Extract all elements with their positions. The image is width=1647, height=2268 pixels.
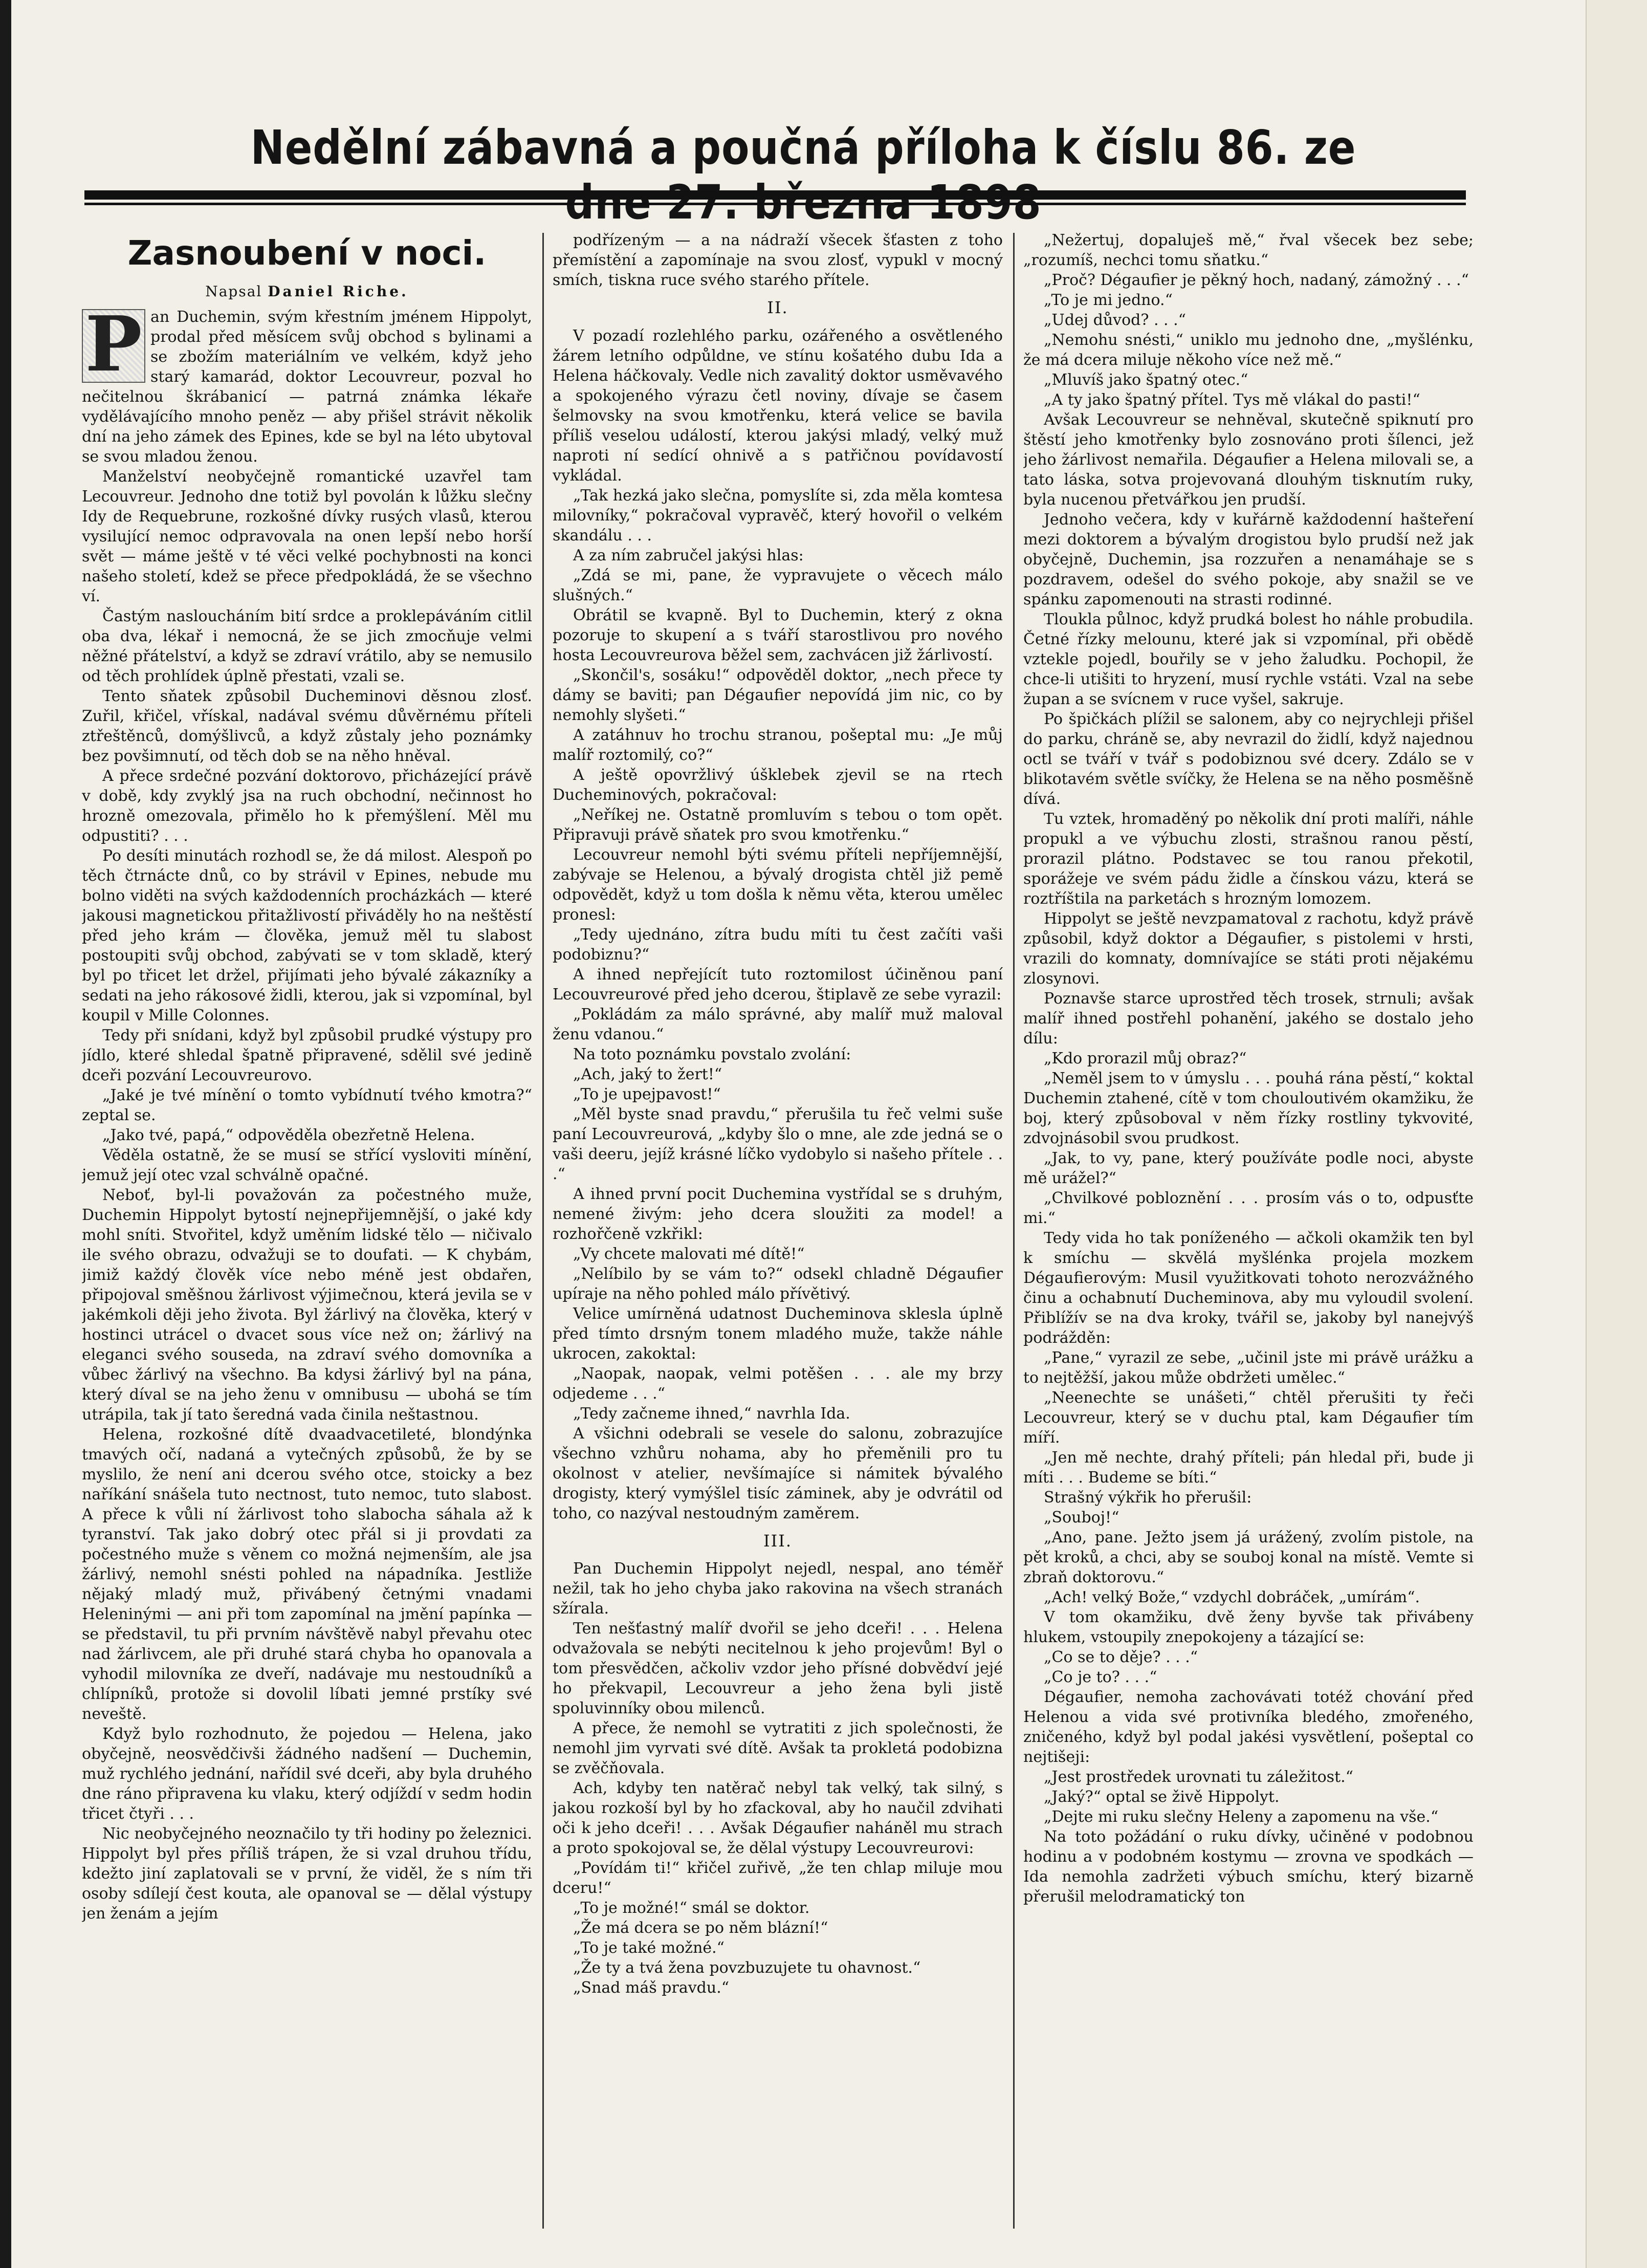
- byline-prefix: Napsal: [205, 282, 262, 300]
- paragraph: Ten nešťastný malíř dvořil se jeho dceři! . . . Helena odvažovala se nebýti necitelnou k jeho projevům! Byl o tom přesvědčen, ačkoliv vzdor jeho přísné dobvědví jejé ho překvapil, Lecouvreur a jeho žena byli jistě spoluvinníky obou milenců.: [553, 1620, 1003, 1718]
- paragraph: Tedy při snídani, když byl způsobil prudké výstupy pro jídlo, které shledal špatně připravené, sdělil své jedině dceři pozvání Lecouvreurovo.: [82, 1027, 532, 1085]
- column-divider-2: [1013, 233, 1015, 2229]
- paragraph: „Měl byste snad pravdu,“ přerušila tu řeč velmi suše paní Lecouvreurová, „kdyby šlo o mne, ale zde jedná se o vaši deeru, jejíž krásné líčko vydobylo si našeho přítele . . .“: [553, 1105, 1003, 1183]
- paragraph: „Jest prostředek urovnati tu záležitost.“: [1044, 1768, 1353, 1786]
- paragraph: Po špičkách plížil se salonem, aby co nejrychleji přišel do parku, chráně se, aby nevrazil do židlí, když najednou octl se tváří v tvář s podobiznou své dcery. Zdálo se v blikotavém světle svíčky, že Helena se na něho posměšně dívá.: [1023, 710, 1474, 808]
- paragraph: „Udej důvod? . . .“: [1044, 311, 1186, 329]
- paragraph: Když bylo rozhodnuto, že pojedou — Helena, jako obyčejně, neosvědčivši žádného nadšení — Duchemin, muž rychlého jednání, nařídil své dceři, aby byla druhého dne ráno připravena ku vlaku, který odjíždí v sedm hodin třicet čtyři . . .: [82, 1725, 532, 1823]
- paragraph: „Vy chcete malovati mé dítě!“: [573, 1245, 805, 1263]
- paragraph: Tento sňatek způsobil Ducheminovi děsnou zlosť. Zuřil, křičel, vřískal, nadával svému důvěrnému příteli ztřeštěnců, domýšlivců, a když zůstaly jeho poznámky bez povšimnutí, od těch dob se na něho hněval.: [82, 687, 532, 766]
- paragraph: A přece, že nemohl se vytratiti z jich společnosti, že nemohl jim vyrvati své dítě. Avšak ta prokletá podobizna se zvěčňovala.: [553, 1719, 1003, 1778]
- paragraph: „Tak hezká jako slečna, pomyslíte si, zda měla komtesa milovníky,“ pokračoval vypravěč, který hovořil o velkém skandálu . . .: [553, 486, 1003, 544]
- paragraph: Jednoho večera, kdy v kuřárně každodenní hašteření mezi doktorem a bývalým drogistou bylo prudší než jak obyčejně, Duchemin, jsa rozzuřen a nenamáhaje se s pozdravem, odešel do svého pokoje, aby snažil se ve spánku zapomenouti na strasti rodinné.: [1023, 511, 1474, 608]
- paragraph: Tedy vida ho tak poníženého — ačkoli okamžik ten byl k smíchu — skvělá myšlénka projela mozkem Dégaufierovým: Musil využitkovati tohoto nerozvážného činu a ochabnutí Ducheminova, aby mu vyloudil svolení. Přiblížív se na dva kroky, tvářil se, jakoby byl nanejvýš podrážděn:: [1023, 1229, 1474, 1347]
- paragraph: A všichni odebrali se vesele do salonu, zobrazujíce všechno vzhůru nohama, aby ho přeměnili pro tu okolnost v atelier, nevšímajíce si námitek bývalého drogisty, který vymýšlel tisíc záminek, aby je odvrátil od toho, co nazýval nestoudným zaměrem.: [553, 1424, 1003, 1522]
- paragraph: „Nežertuj, dopaluješ mě,“ řval všecek bez sebe; „rozumíš, nechci tomu sňatku.“: [1023, 231, 1474, 269]
- column-2: [553, 230, 1003, 2247]
- paragraph: „To je mi jedno.“: [1044, 291, 1173, 309]
- paragraph: „Ach, jaký to žert!“: [573, 1065, 722, 1083]
- paragraph: an Duchemin, svým křestním jménem Hippolyt, prodal před měsícem svůj obchod s bylinami a se zbožím materiálním ve velkém, když jeho starý kamarád, doktor Lecouvreur, pozval ho nečitelnou škrábanicí — patrná známka lékaře vydělávajícího mnoho peněz — aby přišel strávit několik dní na jeho zámek des Epines, kde se byl na léto ubytoval se svou mladou ženou.: [82, 308, 532, 466]
- story-title: Zasnoubení v noci.: [127, 233, 487, 273]
- drop-cap-letter: P: [82, 309, 145, 383]
- paragraph: „Pane,“ vyrazil ze sebe, „učinil jste mi právě urážku a to nejtěžší, jakou může obdržeti umělec.“: [1023, 1349, 1474, 1387]
- paragraph: Věděla ostatně, že se musí se střící vysloviti mínění, jemuž její otec vzal schválně opačné.: [82, 1146, 532, 1185]
- column-3-text: [1023, 230, 1474, 1907]
- column-2-text-bottom: [553, 1559, 1003, 1998]
- paragraph: „Co se to děje? . . .“: [1044, 1648, 1198, 1666]
- paragraph: Helena, rozkošné dítě dvaadvacetileté, blondýnka tmavých očí, nadaná a vytečných způsobů, že by se myslilo, že není ani dcerou svého otce, stoicky a bez naříkání snášela tuto nectnost, tuto nemoc, tuto slabost. A přece k vůli ní žárlivost toho slabocha sáhala až k tyranství. Tak jako dobrý otec přál si ji provdati za počestného muže s věnem co možná nejmenším, ale jsa žárlivý, nemohl snésti pohled na nápadníka. Jestliže nějaký mladý muž, přivábený četnými vnadami Heleninými — ani při tom zapomínal na jmění papínka — se představil, tu při prvním návštěvě nabyl převahu otec nad žárlivcem, ale při druhé stará chyba ho opanovala a vyhodil milovníka ze dveří, nadávaje mu nestoudníků a chlípníků, protože si dovolil líbati jemné prstíky své neveště.: [82, 1426, 532, 1724]
- paragraph: „Skončil's, sosáku!“ odpověděl doktor, „nech přece ty dámy se baviti; pan Dégaufier nepovídá jim nic, co by nemohly slyšeti.“: [553, 666, 1003, 724]
- paragraph: Lecouvreur nemohl býti svému příteli nepříjemnější, zabývaje se Helenou, a bývalý drogista chtěl již pemě odpovědět, když u tom došla k němu věta, kterou umělec pronesl:: [553, 845, 1003, 924]
- column-divider-1: [542, 233, 544, 2229]
- page-title: Nedělní zábavná a poučná příloha k číslu 86. ze: [250, 120, 1356, 175]
- paragraph: Velice umírněná udatnost Ducheminova sklesla úplně před tímto drsným tonem mladého muže, takže náhle ukrocen, zakoktal:: [553, 1304, 1003, 1363]
- paragraph: Pan Duchemin Hippolyt nejedl, nespal, ano téměř nežil, tak ho jeho chyba jako rakovina na všech stranách sžírala.: [553, 1560, 1003, 1618]
- paragraph: „Kdo prorazil můj obraz?“: [1044, 1050, 1247, 1067]
- paragraph: Avšak Lecouvreur se nehněval, skutečně spiknutí pro štěstí jeho kmotřenky bylo zosnováno proti šílenci, jež jeho žárlivost nemařila. Dégaufier a Helena milovali se, a tato láska, sotva projevovaná dlouhým tisknutím ruky, byla nucenou přetvářkou jen prudší.: [1023, 411, 1474, 509]
- page-edge-right: [1586, 0, 1647, 2268]
- paragraph: „Že ty a tvá žena povzbuzujete tu ohavnost.“: [573, 1959, 921, 1977]
- paragraph: Po desíti minutách rozhodl se, že dá milost. Alespoň po těch čtrnácte dnů, co by strávil v Epines, nebude mu bolno viděti na svých každodenních procházkách — které jakousi magnetickou přitažlivostí přiváděly ho na neštěstí před jeho krám — člověka, jemuž měl tu slabost postoupiti svůj obchod, zabývati se v tom skladě, který byl po třicet let držel, přijímati jeho bývalé zákazníky a sedati na jeho rákosové židli, kterou, jak si vzpomínal, byl koupil v Mille Colonnes.: [82, 847, 532, 1025]
- paragraph: „A ty jako špatný přítel. Tys mě vlákal do pasti!“: [1044, 391, 1420, 409]
- paragraph: „Jak, to vy, pane, který používáte podle noci, abyste mě urážel?“: [1023, 1149, 1474, 1187]
- paragraph: „Co je to? . . .“: [1044, 1668, 1157, 1686]
- paragraph: „Tedy začneme ihned,“ navrhla Ida.: [573, 1404, 850, 1423]
- header-rule-thick: [84, 190, 1466, 200]
- paragraph: „Že má dcera se po něm blázní!“: [573, 1919, 828, 1937]
- paragraph: A zatáhnuv ho trochu stranou, pošeptal mu: „Je můj malíř roztomilý, co?“: [553, 726, 1003, 764]
- paragraph: Nic neobyčejného neoznačilo ty tři hodiny po železnici. Hippolyt byl přes příliš trápen, že si vzal druhou třídu, kdežto jiní zaplatovali se v první, že viděl, že s ním tři osoby sdílejí čest kouta, ale opanoval se — dělal výstupy jen ženám a jejím: [82, 1825, 532, 1923]
- paragraph: „Nelíbilo by se vám to?“ odsekl chladně Dégaufier upíraje na něho pohled málo přívětivý.: [553, 1264, 1003, 1303]
- paragraph: A ještě opovržlivý úšklebek zjevil se na rtech Ducheminových, pokračoval:: [553, 766, 1003, 804]
- byline: [82, 282, 532, 301]
- paragraph: „Nemohu snésti,“ uniklo mu jednoho dne, „myšlénku, že má dcera miluje někoho více než mě.“: [1023, 331, 1474, 369]
- paragraph: „Neenechte se unášeti,“ chtěl přerušiti ty řeči Lecouvreur, který se v duchu ptal, kam Dégaufier tím míří.: [1023, 1389, 1474, 1447]
- paragraph: V tom okamžiku, dvě ženy byvše tak přivábeny hlukem, vstoupily znepokojeny a tázající se:: [1023, 1608, 1474, 1646]
- paragraph: Ach, kdyby ten natěrač nebyl tak velký, tak silný, s jakou rozkoší byl by ho zfackoval, aby ho naučil zdvihati oči k jeho dceři! . . . Avšak Dégaufier naháněl mu strach a proto spokojoval se, že dělal výstupy Lecouvreurovi:: [553, 1779, 1003, 1858]
- section-heading-2: II.: [767, 298, 788, 317]
- author-name: Daniel Riche.: [268, 282, 409, 300]
- paragraph: „Jaké je tvé mínění o tomto vybídnutí tvého kmotra?“ zeptal se.: [82, 1086, 532, 1125]
- paragraph: „Neměl jsem to v úmyslu . . . pouhá rána pěstí,“ koktal Duchemin ztahené, cítě v tom chouloutivém okamžiku, že boj, který způsoboval v něm řízky rostliny tykvovité, zdvojnásobil svou prudkost.: [1023, 1070, 1474, 1147]
- column-2-text-mid: [553, 326, 1003, 1523]
- paragraph: „Dejte mi ruku slečny Heleny a zapomenu na vše.“: [1044, 1808, 1439, 1826]
- paragraph: „Jaký?“ optal se živě Hippolyt.: [1044, 1788, 1280, 1806]
- paragraph: Manželství neobyčejně romantické uzavřel tam Lecouvreur. Jednoho dne totiž byl povolán k lůžku slečny Idy de Requebrune, rozkošné dívky rusých vlasů, kterou vysilující nemoc odpravovala na onen lepší nebo horší svět — máme ještě v té věci velké pochybnosti na konci našeho století, kdež se přece předpokládá, že se všechno ví.: [82, 468, 532, 606]
- paragraph: podřízeným — a na nádraží všecek šťasten z toho přemístění a zapomínaje na svou zlosť, vypukl v mocný smích, tiskna ruce svého starého přítele.: [553, 231, 1003, 289]
- paragraph: „Naopak, naopak, velmi potěšen . . . ale my brzy odjedeme . . .“: [553, 1364, 1003, 1403]
- paragraph: „Ano, pane. Ježto jsem já urážený, zvolím pistole, na pět kroků, a chci, aby se souboj konal na místě. Vemte si zbraň doktorovu.“: [1023, 1529, 1474, 1586]
- paragraph: „To je upejpavost!“: [573, 1085, 721, 1103]
- paragraph: „Snad máš pravdu.“: [573, 1979, 730, 1997]
- paragraph: „Pokládám za málo správné, aby malíř muž maloval ženu vdanou.“: [553, 1005, 1003, 1043]
- paragraph: Na toto požádání o ruku dívky, učiněné v podobnou hodinu a v podobném kostymu — zrovna ve spodkách — Ida nemohla zadržeti výbuch smíchu, který bizarně přerušil melodramatický ton: [1023, 1828, 1474, 1906]
- column-3: [1023, 230, 1474, 2247]
- paragraph: „Chvilkové pobloznění . . . prosím vás o to, odpusťte mi.“: [1023, 1189, 1474, 1227]
- paragraph: „Ach! velký Bože,“ vzdychl dobráček, „umírám“.: [1044, 1588, 1420, 1606]
- paragraph: „Souboj!“: [1044, 1509, 1119, 1526]
- paragraph: „Neříkej ne. Ostatně promluvím s tebou o tom opět. Připravuji právě sňatek pro svou kmotřenku.“: [553, 805, 1003, 844]
- paragraph: „To je možné!“ smál se doktor.: [573, 1899, 810, 1917]
- paragraph: „Jako tvé, papá,“ odpověděla obezřetně Helena.: [102, 1126, 475, 1145]
- paragraph: Hippolyt se ještě nevzpamatoval z rachotu, když právě způsobil, když doktor a Dégaufier, s pistolemi v hrsti, vrazili do komnaty, domnívajíce se státi proti nějakému zlosynovi.: [1023, 910, 1474, 988]
- paragraph: „Zdá se mi, pane, že vypravujete o věcech málo slušných.“: [553, 566, 1003, 604]
- paragraph: Strašný výkřik ho přerušil:: [1044, 1489, 1252, 1507]
- paragraph: Tloukla půlnoc, když prudká bolest ho náhle probudila. Četné řízky melounu, které jak si vzpomínal, při obědě vztekle pojedl, bouřily se v jeho žaludku. Pochopil, že chce-li utišiti to hryzení, musí rychle vstáti. Vzal na sebe župan a se svícnem v ruce vyšel, sakruje.: [1023, 610, 1474, 708]
- paragraph: Častým nasloucháním bití srdce a proklepáváním citlil oba dva, lékař i nemocná, že se jich zmocňuje velmi něžné přátelství, a když se zdraví vrátilo, aby se nemusilo od těch prohlídek úplně přestati, vzali se.: [82, 607, 532, 686]
- paragraph: „Povídám ti!“ křičel zuřivě, „že ten chlap miluje mou dceru!“: [553, 1859, 1003, 1898]
- paragraph: Neboť, byl-li považován za počestného muže, Duchemin Hippolyt bytostí nejnepřijemnější, o jaké kdy mohl sníti. Stvořitel, když uměním lidské tělo — ničivalo ile svého obrazu, odvažuji se to doufati. — K chybám, jimiž každý člověk více nebo méně jest obdařen, připojoval směšnou žárlivost výjimečnou, která jevila se v jakémkoli ději jeho života. Byl žárlivý na člověka, který v hostinci utrácel o dvacet sous více než on; žárlivý na eleganci svého souseda, na zdraví svého domovníka a vůbec žárlivý na všechno. Ba kdysi žárlivý byl na pána, který díval se na jeho ženu v omnibusu — ubohá se tím utrápila, tak jí tato šeredná vada činila neštastnou.: [82, 1186, 532, 1424]
- column-1-text: [82, 307, 532, 1924]
- paragraph: A přece srdečné pozvání doktorovo, přicházející právě v době, kdy zvyklý jsa na ruch obchodní, nečinnost ho hrozně omezovala, přimělo ho k přemýšlení. Měl mu odpustiti? . . .: [82, 767, 532, 845]
- paragraph: V pozadí rozlehlého parku, ozářeného a osvětleného žárem letního odpůldne, ve stínu košatého dubu Ida a Helena háčkovaly. Vedle nich zavalitý doktor usměvavého a spokojeného výrazu četl noviny, dívaje se časem šelmovsky na svou kmotřenku, která velice se bavila příliš veselou událostí, kterou jakýsi mladý, velký muž naproti ní sedící ohnivě a s patřičnou povídavostí vykládal.: [553, 326, 1003, 485]
- header-rule-thin: [84, 203, 1466, 205]
- paragraph: A ihned první pocit Duchemina vystřídal se s druhým, nemené živým: jeho dcera sloužiti za model! a rozhořčeně vzkřikl:: [553, 1185, 1003, 1243]
- column-1: [82, 230, 532, 2247]
- paragraph: „Mluvíš jako špatný otec.“: [1044, 371, 1248, 389]
- page-edge-left: [0, 0, 11, 2268]
- paragraph: „To je také možné.“: [573, 1939, 725, 1957]
- paragraph: Obrátil se kvapně. Byl to Duchemin, který z okna pozoruje to skupení a s tváří starostlivou pro nového hosta Lecouvreurova běžel sem, zachvácen již žárlivostí.: [553, 606, 1003, 664]
- paragraph: A za ním zabručel jakýsi hlas:: [573, 546, 804, 564]
- paragraph: „Jen mě nechte, drahý příteli; pán hledal při, bude ji míti . . . Budeme se bíti.“: [1023, 1449, 1474, 1487]
- newspaper-page: [31, 0, 1586, 2268]
- section-heading-3: III.: [763, 1531, 793, 1551]
- paragraph: Na toto poznámku povstalo zvolání:: [573, 1045, 851, 1063]
- paragraph: A ihned nepřejícít tuto roztomilost účiněnou paní Lecouvreurové před jeho dcerou, štiplavě ze sebe vyrazil:: [553, 965, 1003, 1004]
- column-2-text-top: [553, 230, 1003, 290]
- paragraph: Poznavše starce uprostřed těch trosek, strnuli; avšak malíř ihned postřehl pohanění, jakého se dostalo jeho dílu:: [1023, 990, 1474, 1048]
- paragraph: „Proč? Dégaufier je pěkný hoch, nadaný, zámožný . . .“: [1044, 271, 1469, 289]
- paragraph: „Tedy ujednáno, zítra budu míti tu čest začíti vaši podobiznu?“: [553, 925, 1003, 964]
- paragraph: Dégaufier, nemoha zachovávati totéž chování před Helenou a vida své protivníka bledého, zmořeného, zničeného, když byl podal jakési vysvětlení, pošeptal co nejtišeji:: [1023, 1688, 1474, 1766]
- paragraph: Tu vztek, hromaděný po několik dní proti malíři, náhle propukl a ve výbuchu zlosti, strašnou ranou pěstí, prorazil plátno. Podstavec se tou ranou překotil, sporážeje ve svém pádu židle a čínskou vázu, která se roztříštila na parketách s hrozným lomozem.: [1023, 810, 1474, 908]
